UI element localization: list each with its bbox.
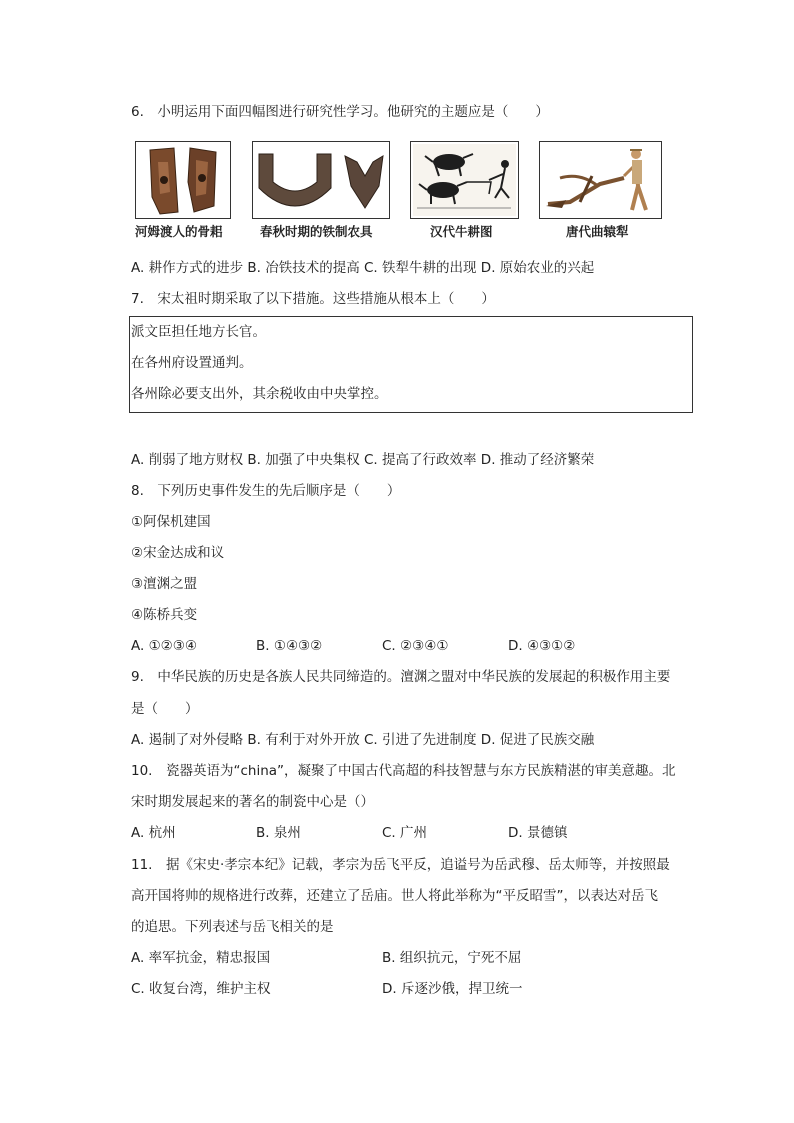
q8-option-a: A. ①②③④ <box>131 638 197 654</box>
q11-option-b: B. 组织抗元，宁死不屈 <box>382 950 522 966</box>
q9-stem-line-2: 是（ ） <box>131 701 199 717</box>
q10-option-c: C. 广州 <box>382 825 428 841</box>
q9-options: A. 遏制了对外侵略 B. 有利于对外开放 C. 引进了先进制度 D. 促进了民族交融 <box>131 732 595 748</box>
q8-item-4: ④陈桥兵变 <box>131 607 198 623</box>
q8-option-c: C. ②③④① <box>382 638 449 654</box>
q11-stem-line-2: 高开国将帅的规格进行改葬，还建立了岳庙。世人将此举称为“平反昭雪”，以表达对岳飞 <box>131 888 658 904</box>
q7-measure-2: 在各州府设置通判。 <box>131 355 253 371</box>
q9-stem-line-1: 9. 中华民族的历史是各族人民共同缔造的。澶渊之盟对中华民族的发展起的积极作用主要 <box>131 669 671 685</box>
q6-stem: 6. 小明运用下面四幅图进行研究性学习。他研究的主题应是（ ） <box>131 104 549 120</box>
q10-option-d: D. 景德镇 <box>508 825 568 841</box>
caption-bone-spade: 河姆渡人的骨耜 <box>135 224 223 239</box>
q7-stem: 7. 宋太祖时期采取了以下措施。这些措施从根本上（ ） <box>131 291 495 307</box>
q8-stem: 8. 下列历史事件发生的先后顺序是（ ） <box>131 483 401 499</box>
q8-option-b: B. ①④③② <box>256 638 323 654</box>
q11-option-a: A. 率军抗金，精忠报国 <box>131 950 271 966</box>
q10-stem-line-1: 10. 瓷器英语为“china”，凝聚了中国古代高超的科技智慧与东方民族精湛的审美意趣。北 <box>131 763 676 779</box>
q11-option-c: C. 收复台湾，维护主权 <box>131 981 271 997</box>
q8-option-d: D. ④③①② <box>508 638 576 654</box>
caption-iron-tools: 春秋时期的铁制农具 <box>260 224 373 239</box>
q11-option-d: D. 斥逐沙俄，捍卫统一 <box>382 981 523 997</box>
q10-option-a: A. 杭州 <box>131 825 176 841</box>
q8-item-1: ①阿保机建国 <box>131 514 211 530</box>
curved-plow-image <box>539 141 662 219</box>
q11-stem-line-1: 11. 据《宋史·孝宗本纪》记载，孝宗为岳飞平反，追谥号为岳武穆、岳太师等，并按照最 <box>131 857 670 873</box>
caption-ox-plowing: 汉代牛耕图 <box>430 224 493 239</box>
ox-plowing-image <box>410 141 519 219</box>
q8-item-2: ②宋金达成和议 <box>131 545 225 561</box>
q6-options: A. 耕作方式的进步 B. 冶铁技术的提高 C. 铁犁牛耕的出现 D. 原始农业的兴起 <box>131 260 595 276</box>
q7-measure-3: 各州除必要支出外，其余税收由中央掌控。 <box>131 386 388 402</box>
q7-measure-1: 派文臣担任地方长官。 <box>131 324 266 340</box>
q7-options: A. 削弱了地方财权 B. 加强了中央集权 C. 提高了行政效率 D. 推动了经济繁荣 <box>131 452 595 468</box>
q8-item-3: ③澶渊之盟 <box>131 576 198 592</box>
q10-stem-line-2: 宋时期发展起来的著名的制瓷中心是（） <box>131 794 374 810</box>
iron-tools-image <box>252 141 390 219</box>
q10-option-b: B. 泉州 <box>256 825 301 841</box>
caption-curved-plow: 唐代曲辕犁 <box>566 224 629 239</box>
q7-measures-box <box>129 316 693 413</box>
bone-spade-image <box>135 141 231 219</box>
q11-stem-line-3: 的追思。下列表述与岳飞相关的是 <box>131 919 334 935</box>
